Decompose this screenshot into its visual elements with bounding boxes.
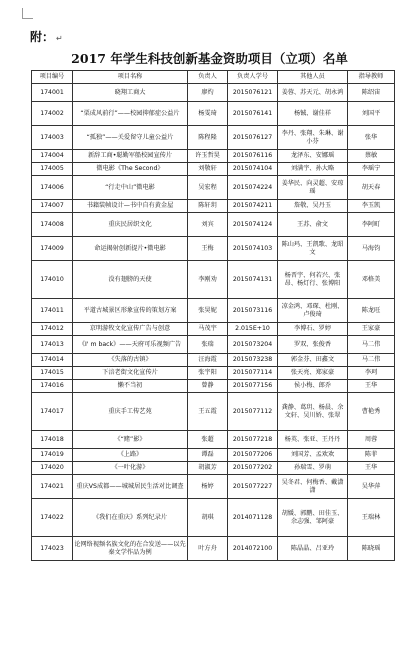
cell-project-name: 新辞工商•聪勤军船校园宣传片 [73, 150, 188, 163]
cell-members: 刘国芳、孟欢欢 [278, 449, 348, 462]
column-header-advisor: 指导教师 [348, 71, 395, 84]
cell-student-id: 2015077156 [228, 380, 278, 393]
cell-leader: 谭磊 [188, 449, 228, 462]
cell-project-id: 174003 [32, 126, 73, 150]
cell-project-name: 《上路》 [73, 449, 188, 462]
page-corner-mark [22, 8, 33, 19]
cell-project-id: 174017 [32, 393, 73, 431]
cell-advisor: 李珂 [348, 367, 395, 380]
cell-advisor: 李阿町 [348, 213, 395, 237]
cell-student-id: 2015074124 [228, 213, 278, 237]
cell-project-name: 论网络视频名族文化的在合发送——以先秦文学作品为例 [73, 537, 188, 561]
cell-advisor: 张华 [348, 126, 395, 150]
cell-advisor: 陈菲 [348, 449, 395, 462]
cell-advisor: 李瑶宁 [348, 163, 395, 176]
cell-leader: 廖灼 [188, 84, 228, 102]
cell-student-id: 2015077227 [228, 475, 278, 499]
cell-leader: 王五霞 [188, 393, 228, 431]
cell-advisor: 马海钧 [348, 237, 395, 261]
cell-project-id: 174001 [32, 84, 73, 102]
column-header-members: 其他人员 [278, 71, 348, 84]
document-title: 2017 年学生科技创新基金资助项目（立项）名单 [71, 51, 348, 66]
cell-members: 刘满宇、孙大略 [278, 163, 348, 176]
cell-advisor: 陈晓瑶 [348, 537, 395, 561]
cell-student-id: 2015074131 [228, 261, 278, 299]
cell-members: 杨英、张亚、王丹丹 [278, 431, 348, 449]
cell-project-name: 微电影《The Second》 [73, 163, 188, 176]
cell-project-id: 174023 [32, 537, 73, 561]
cell-project-id: 174011 [32, 299, 73, 323]
table-row [32, 431, 395, 449]
cell-members: 陈山玛、王凯歌、龙昭文 [278, 237, 348, 261]
cell-advisor: 蔡敏 [348, 150, 395, 163]
cell-student-id: 2015076141 [228, 102, 278, 126]
column-header-student-id: 负责人学号 [228, 71, 278, 84]
cell-project-id: 174004 [32, 150, 73, 163]
cell-project-id: 174012 [32, 323, 73, 336]
cell-project-name: 《I' m back》——天府可乐视频广告 [73, 336, 188, 354]
cell-project-id: 174018 [32, 431, 73, 449]
cell-leader: 张瑞 [188, 336, 228, 354]
cell-leader: 许玉哲昊 [188, 150, 228, 163]
cell-student-id: 2015077202 [228, 462, 278, 475]
cell-advisor: 王家豪 [348, 323, 395, 336]
cell-project-id: 174016 [32, 380, 73, 393]
cell-student-id: 2015076116 [228, 150, 278, 163]
cell-student-id: 2015076127 [228, 126, 278, 150]
cell-student-id: 2015076121 [228, 84, 278, 102]
cell-members: 胡媛、郭鹏、田佳玉、余志强、邹阿豪 [278, 499, 348, 537]
cell-project-name: 下涪老街文化宣传片 [73, 367, 188, 380]
cell-project-name: 书籍装帧设计—书中自有黄金屋 [73, 200, 188, 213]
cell-project-id: 174022 [32, 499, 73, 537]
cell-members: 姜蓉、苏天元、胡永鸿 [278, 84, 348, 102]
cell-advisor: 陈绍宙 [348, 84, 395, 102]
cell-advisor: 吴华萍 [348, 475, 395, 499]
cell-project-name: 懒不当初 [73, 380, 188, 393]
cell-student-id: 2015073204 [228, 336, 278, 354]
cell-advisor: 马二伟 [348, 336, 395, 354]
column-header-leader: 负责人 [188, 71, 228, 84]
cell-student-id: 2015077114 [228, 367, 278, 380]
cell-advisor: 曹艳秀 [348, 393, 395, 431]
cell-advisor: 刘国平 [348, 102, 395, 126]
cell-student-id: 2015074103 [228, 237, 278, 261]
cell-project-name: “行走中山”微电影 [73, 176, 188, 200]
attachment-text: 附： [30, 30, 55, 44]
cell-members: 龚静、葛玥、杨晨、余文轩、吴川娇、张翠 [278, 393, 348, 431]
cell-members: 王苏、俞文 [278, 213, 348, 237]
cell-project-id: 174020 [32, 462, 73, 475]
cell-project-name: “栗成风前行”——校园抑郁症公益片 [73, 102, 188, 126]
cell-members: 孙瑞雪、罗萌 [278, 462, 348, 475]
table-row [32, 449, 395, 462]
cell-members: 凉金鸿、邓琛、杜刚、卢俊琦 [278, 299, 348, 323]
table-row [32, 537, 395, 561]
cell-project-name: 没有翅膀的天使 [73, 261, 188, 299]
cell-student-id: 2015077218 [228, 431, 278, 449]
cell-student-id: 2015074104 [228, 163, 278, 176]
cell-leader: 刘敬轩 [188, 163, 228, 176]
cell-leader: 张昊妮 [188, 299, 228, 323]
cell-student-id: 2015074224 [228, 176, 278, 200]
table-row [32, 126, 395, 150]
cell-leader: 胡琪 [188, 499, 228, 537]
cell-advisor: 王瑞林 [348, 499, 395, 537]
cell-leader: 吴宏程 [188, 176, 228, 200]
cell-leader: 马茂宇 [188, 323, 228, 336]
table-row [32, 150, 395, 163]
cell-student-id: 2015074211 [228, 200, 278, 213]
cell-project-name: 京明游牧文化宣传广告与创意 [73, 323, 188, 336]
cell-project-id: 174014 [32, 354, 73, 367]
cell-members: 詹敬、吴丹玉 [278, 200, 348, 213]
cell-leader: 王梅 [188, 237, 228, 261]
cell-project-id: 174005 [32, 163, 73, 176]
cell-project-name: 晓翔工商大 [73, 84, 188, 102]
table-row [32, 354, 395, 367]
cell-project-id: 174002 [32, 102, 73, 126]
cell-project-id: 174009 [32, 237, 73, 261]
cell-advisor: 胡天春 [348, 176, 395, 200]
table-row [32, 499, 395, 537]
cell-project-name: 《我们在重庆》系列纪录片 [73, 499, 188, 537]
cell-members: 张天亮、郑家豪 [278, 367, 348, 380]
cell-project-name: 命运揭射创新提片•微电影 [73, 237, 188, 261]
table-row [32, 200, 395, 213]
cell-leader: 叶方舟 [188, 537, 228, 561]
paragraph-mark: ↵ [56, 34, 63, 43]
cell-advisor: 邓格美 [348, 261, 395, 299]
cell-student-id: 2014071128 [228, 499, 278, 537]
cell-advisor: 李玉凯 [348, 200, 395, 213]
cell-project-name: 重庆手工传艺苑 [73, 393, 188, 431]
table-row [32, 367, 395, 380]
table-row [32, 462, 395, 475]
cell-advisor: 陈龙旺 [348, 299, 395, 323]
table-row [32, 299, 395, 323]
cell-leader: 张超 [188, 431, 228, 449]
table-row [32, 213, 395, 237]
project-table [31, 70, 395, 561]
cell-student-id: 2015073238 [228, 354, 278, 367]
cell-project-id: 174013 [32, 336, 73, 354]
cell-members: 李博石、罗婷 [278, 323, 348, 336]
cell-members: 郭金芬、田鑫文 [278, 354, 348, 367]
cell-project-name: 《“赌”影》 [73, 431, 188, 449]
table-row [32, 323, 395, 336]
cell-members: 李丹、张翔、朱琳、谢小芬 [278, 126, 348, 150]
table-row [32, 176, 395, 200]
cell-leader: 杨婷 [188, 475, 228, 499]
cell-project-name: 重庆民居织文化 [73, 213, 188, 237]
cell-project-id: 174008 [32, 213, 73, 237]
cell-project-name: 平道古城景区形象宣传的策划方案 [73, 299, 188, 323]
cell-student-id: 2014072100 [228, 537, 278, 561]
cell-leader: 刘宾 [188, 213, 228, 237]
cell-members: 陈晶晶、吕亚玲 [278, 537, 348, 561]
cell-project-name: 《一叶化游》 [73, 462, 188, 475]
cell-members: 侯小梅、郎乔 [278, 380, 348, 393]
table-row [32, 84, 395, 102]
table-header-row [32, 71, 395, 84]
cell-leader: 汪海霞 [188, 354, 228, 367]
cell-project-name: 重庆VS成都——城城居民生活对比调查 [73, 475, 188, 499]
cell-project-id: 174006 [32, 176, 73, 200]
cell-members: 龙泽东、安娜瑶 [278, 150, 348, 163]
cell-members: 杨晋宇、何若兴、张昂、杨灯行、张博阳 [278, 261, 348, 299]
cell-leader: 杨雯琦 [188, 102, 228, 126]
cell-members: 吴冬君、何梅香、戴潇潇 [278, 475, 348, 499]
cell-members: 杨铖、谢佳祥 [278, 102, 348, 126]
cell-advisor: 王华 [348, 462, 395, 475]
cell-project-name: 《失落的古镇》 [73, 354, 188, 367]
cell-advisor: 周蓉 [348, 431, 395, 449]
cell-leader: 张宇阳 [188, 367, 228, 380]
cell-advisor: 王华 [348, 380, 395, 393]
cell-student-id: 2015073116 [228, 299, 278, 323]
cell-leader: 李刚劝 [188, 261, 228, 299]
cell-leader: 曾静 [188, 380, 228, 393]
table-row [32, 475, 395, 499]
cell-student-id: 2015077112 [228, 393, 278, 431]
cell-members: 罗双、张俊香 [278, 336, 348, 354]
cell-project-id: 174019 [32, 449, 73, 462]
cell-student-id: 2.015E+10 [228, 323, 278, 336]
column-header-name: 项目名称 [73, 71, 188, 84]
table-row [32, 163, 395, 176]
cell-project-name: “孤独”——关爱留守儿童公益片 [73, 126, 188, 150]
table-row [32, 393, 395, 431]
cell-project-id: 174021 [32, 475, 73, 499]
cell-advisor: 马二伟 [348, 354, 395, 367]
cell-project-id: 174007 [32, 200, 73, 213]
table-row [32, 237, 395, 261]
table-row [32, 336, 395, 354]
cell-members: 姜华民、向灵超、安琼瑶 [278, 176, 348, 200]
cell-project-id: 174015 [32, 367, 73, 380]
cell-leader: 胡淑芳 [188, 462, 228, 475]
cell-leader: 陈轩玥 [188, 200, 228, 213]
attachment-label [30, 28, 63, 45]
cell-leader: 陈程隆 [188, 126, 228, 150]
column-header-id: 项目编号 [32, 71, 73, 84]
table-row [32, 380, 395, 393]
cell-project-id: 174010 [32, 261, 73, 299]
table-row [32, 102, 395, 126]
table-row [32, 261, 395, 299]
cell-student-id: 2015077206 [228, 449, 278, 462]
